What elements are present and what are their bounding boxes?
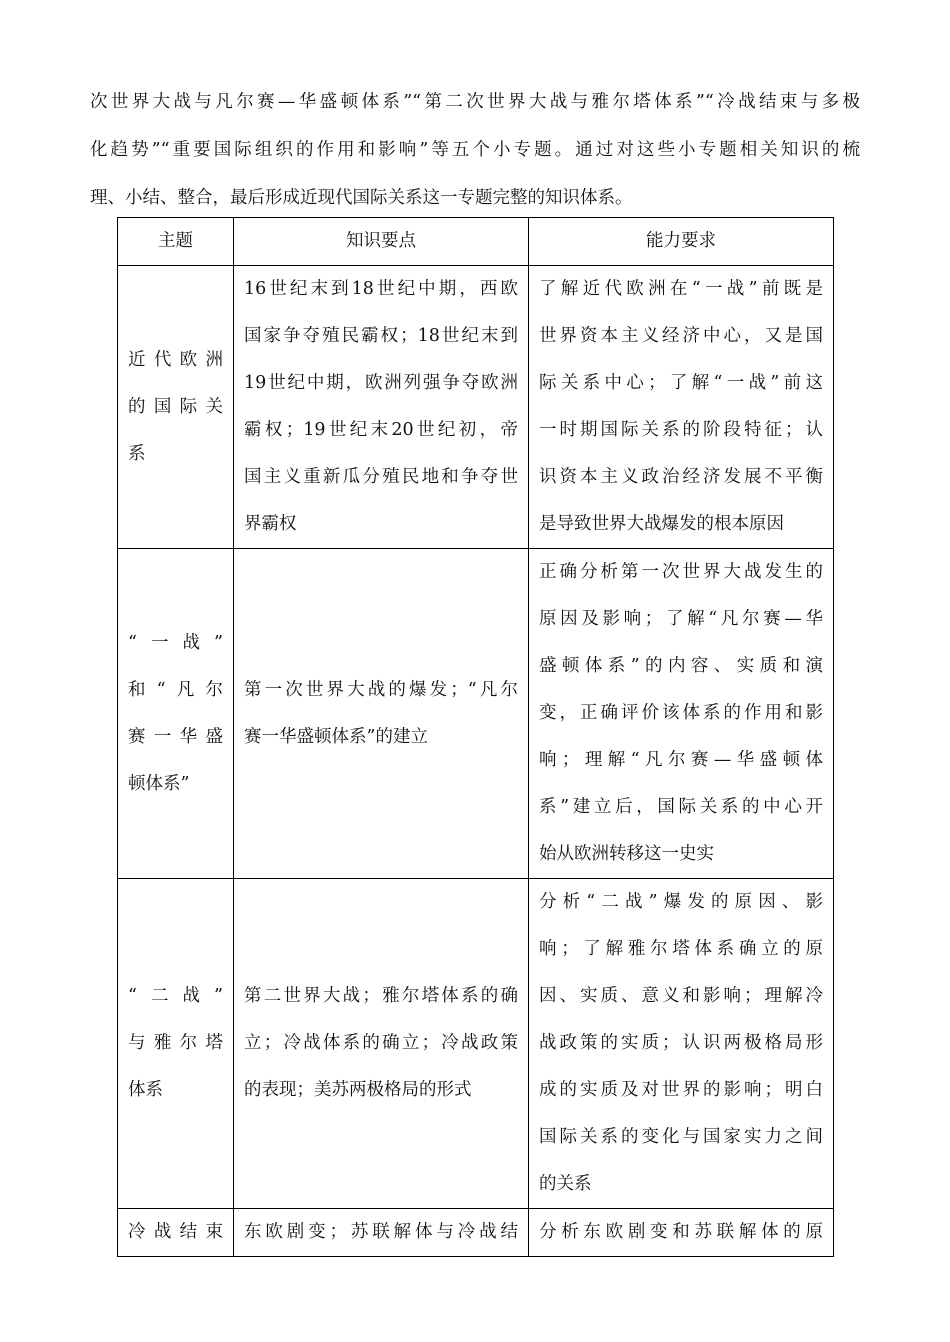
topic-line: 赛一华盛 [128,726,223,747]
header-topic: 主题 [118,218,234,266]
points-line: 第一次世界大战的爆发；“凡尔 [244,679,518,700]
topic-line: 的国际关 [128,396,223,417]
topic-line: 近代欧洲 [128,349,223,370]
req-line: 成的实质及对世界的影响；明白 [539,1080,823,1100]
req-line: 响；了解雅尔塔体系确立的原 [539,939,823,959]
topics-table [117,217,834,1257]
req-line: 系”建立后，国际关系的中心开 [539,797,823,817]
points-line: 19世纪中期，欧洲列强争夺欧洲 [244,373,518,393]
header-knowledge-points: 知识要点 [234,218,529,266]
req-line: 盛顿体系”的内容、实质和演 [539,656,823,676]
ability-requirements-cell [529,266,834,549]
intro-line: 理、小结、整合，最后形成近现代国际关系这一专题完整的知识体系。 [90,188,633,208]
req-line: 是导致世界大战爆发的根本原因 [539,514,784,534]
req-line: 的关系 [539,1174,592,1194]
req-line: 一时期国际关系的阶段特征；认 [539,420,823,440]
ability-requirements-cell [529,549,834,879]
topic-cell [118,549,234,879]
points-line: 第二世界大战；雅尔塔体系的确 [244,986,518,1006]
req-line: 始从欧洲转移这一史实 [539,844,714,864]
table-row [118,549,834,879]
req-line: 原因及影响；了解“凡尔赛—华 [539,609,823,629]
req-line: 变，正确评价该体系的作用和影 [539,703,823,723]
req-line: 了解近代欧洲在“一战”前既是 [539,279,823,299]
topic-cell [118,879,234,1209]
req-line: 响；理解“凡尔赛—华盛顿体 [539,750,823,770]
table-row [118,1209,834,1257]
ability-requirements-cell [529,1209,834,1257]
topic-line: 体系 [128,1080,163,1100]
req-line: 际关系中心；了解“一战”前这 [539,373,823,393]
req-line: 分析东欧剧变和苏联解体的原 [539,1222,823,1242]
knowledge-points-cell [234,549,529,879]
table-header-row [118,218,834,266]
topic-cell [118,266,234,549]
points-line: 国家争夺殖民霸权；18世纪末到 [244,326,518,346]
table-row [118,879,834,1209]
points-line: 界霸权 [244,514,297,534]
req-line: 战政策的实质；认识两极格局形 [539,1033,823,1053]
topic-line: 和“凡尔 [128,679,223,700]
knowledge-points-cell [234,1209,529,1257]
topic-line: 冷战结束 [128,1222,223,1242]
topic-line: 与雅尔塔 [128,1033,223,1053]
topic-line: “一战” [128,632,223,653]
req-line: 国际关系的变化与国家实力之间 [539,1127,823,1147]
points-line: 16世纪末到18世纪中期，西欧 [244,279,518,299]
intro-line: 次世界大战与凡尔赛—华盛顿体系”“第二次世界大战与雅尔塔体系”“冷战结束与多极 [90,92,860,112]
header-ability-requirements: 能力要求 [529,218,834,266]
req-line: 因、实质、意义和影响；理解冷 [539,986,823,1006]
knowledge-points-cell [234,266,529,549]
topic-line: “二战” [128,986,223,1006]
intro-line: 化趋势”“重要国际组织的作用和影响”等五个小专题。通过对这些小专题相关知识的梳 [90,140,860,160]
topic-line: 顿体系” [128,773,190,794]
topic-line: 系 [128,443,146,464]
req-line: 正确分析第一次世界大战发生的 [539,562,823,582]
ability-requirements-cell [529,879,834,1209]
knowledge-points-cell [234,879,529,1209]
table-row [118,266,834,549]
topic-cell [118,1209,234,1257]
intro-paragraph [90,78,860,222]
req-line: 分析“二战”爆发的原因、影 [539,892,823,912]
req-line: 世界资本主义经济中心，又是国 [539,326,823,346]
points-line: 立；冷战体系的确立；冷战政策 [244,1033,518,1053]
points-line: 国主义重新瓜分殖民地和争夺世 [244,467,518,487]
points-line: 东欧剧变；苏联解体与冷战结 [244,1222,518,1242]
points-line: 的表现；美苏两极格局的形式 [244,1080,472,1100]
points-line: 赛一华盛顿体系”的建立 [244,726,428,747]
req-line: 识资本主义政治经济发展不平衡 [539,467,823,487]
points-line: 霸权；19世纪末20世纪初，帝 [244,420,518,440]
